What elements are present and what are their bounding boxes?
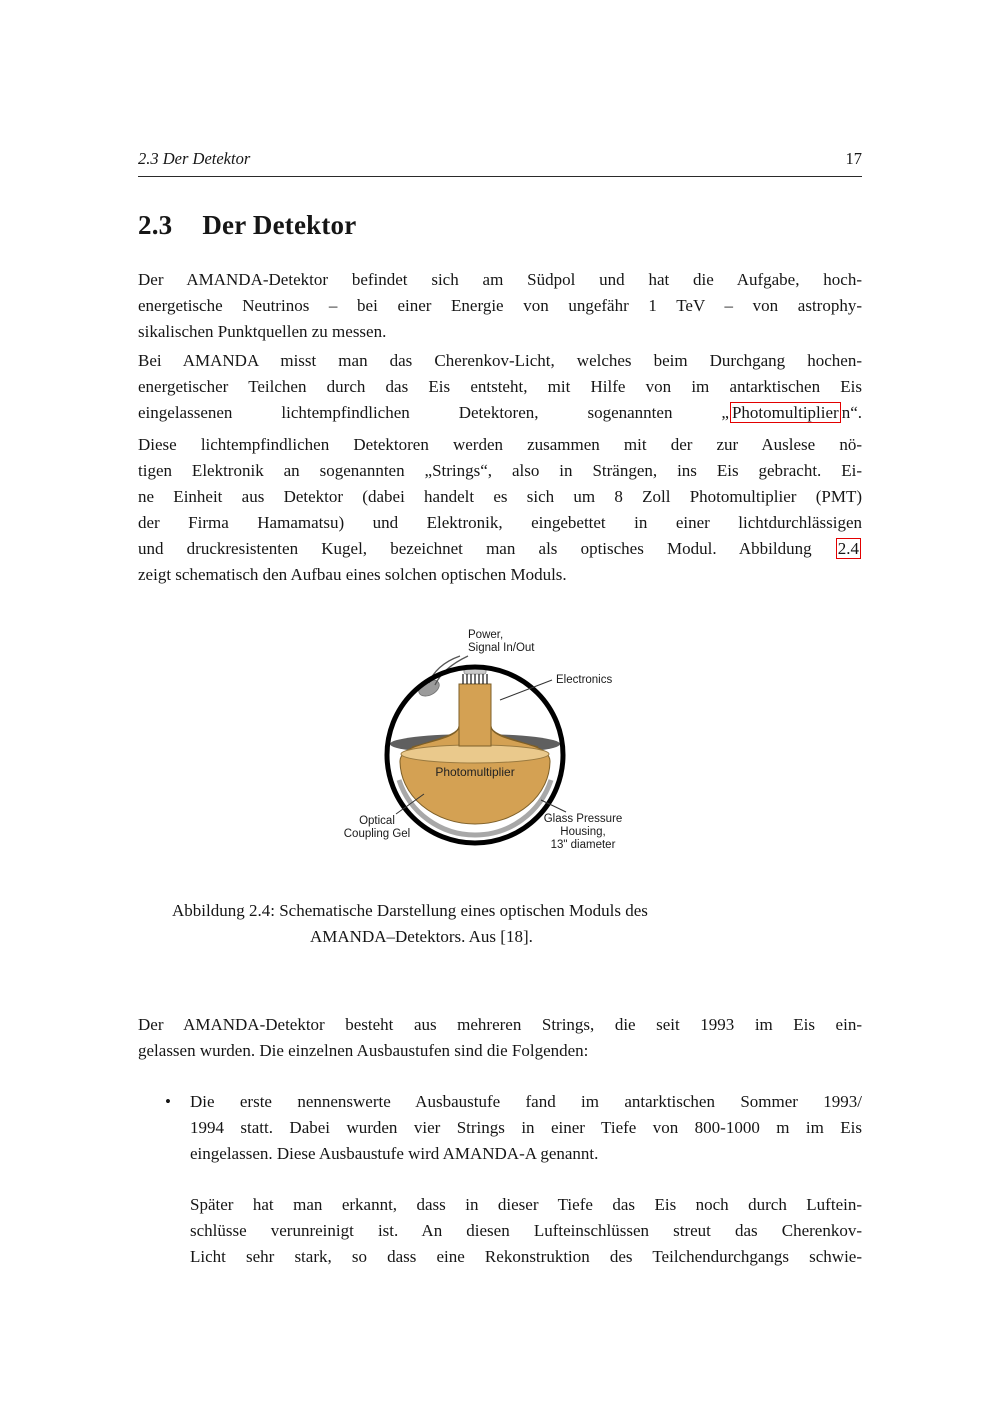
text-line: zeigt schematisch den Aufbau eines solchen optischen Moduls.: [138, 565, 567, 584]
page-header: [138, 149, 862, 169]
label-housing-line3: 13" diameter: [550, 839, 616, 851]
link-photomultiplier[interactable]: Photomultiplier: [731, 403, 839, 422]
pmt-equator: [401, 745, 549, 763]
pmt-neck: [459, 684, 491, 746]
optical-module-figure: [138, 628, 862, 863]
paragraph-2: [138, 348, 862, 426]
bullet-marker: •: [165, 1092, 171, 1111]
text-line: Diese lichtempfindlichen Detektoren werden zusammen mit der zur Auslese nö-: [138, 435, 862, 454]
label-power-line2: Signal In/Out: [468, 642, 535, 654]
label-housing-line1: Glass Pressure: [543, 813, 623, 825]
text-line: [138, 536, 862, 562]
caption-line-1: Abbildung 2.4: Schematische Darstellung eines optischen Moduls des: [172, 901, 648, 920]
caption-line-2: AMANDA–Detektors. Aus [18].: [310, 927, 533, 946]
page-number: 17: [845, 149, 862, 168]
text-segment: und druckresistenten Kugel, bezeichnet man als optisches Modul. Abbildung: [138, 539, 835, 558]
list-item: [138, 1089, 862, 1167]
header-rule: [138, 176, 862, 177]
text-segment: eingelassenen lichtempfindlichen Detektoren, sogenannten „: [138, 403, 729, 422]
label-photomultiplier: Photomultiplier: [435, 765, 515, 779]
label-power-line1: Power,: [468, 629, 504, 641]
section-number: 2.3: [138, 210, 173, 240]
paragraph-4: [138, 1012, 862, 1064]
list-item-continuation: [138, 1192, 862, 1270]
running-header: 2.3 Der Detektor: [138, 149, 251, 168]
paragraph-3: [138, 432, 862, 588]
text-line: ne Einheit aus Detektor (dabei handelt es sich um 8 Zoll Photomultiplier (PMT): [138, 487, 862, 506]
text-line: energetische Neutrinos – bei einer Energie von ungefähr 1 TeV – von astrophy-: [138, 296, 862, 315]
text-line: sikalischen Punktquellen zu messen.: [138, 322, 387, 341]
text-line: [138, 400, 862, 426]
text-line: der Firma Hamamatsu) und Elektronik, eingebettet in einer lichtdurchlässigen: [138, 513, 862, 532]
text-line: Die erste nennenswerte Ausbaustufe fand im antarktischen Sommer 1993/: [190, 1092, 862, 1111]
text-line: Licht sehr stark, so dass eine Rekonstruktion des Teilchendurchgangs schwie-: [190, 1247, 862, 1266]
label-electronics: Electronics: [556, 674, 613, 686]
section-heading: [138, 210, 356, 241]
label-gel-line1: Optical: [359, 815, 395, 827]
text-line: 1994 statt. Dabei wurden vier Strings in einer Tiefe von 800-1000 m im Eis: [190, 1118, 862, 1137]
paragraph-1: [138, 267, 862, 345]
section-title: Der Detektor: [202, 210, 357, 240]
text-line: tigen Elektronik an sogenannten „Strings“, also in Strängen, ins Eis gebracht. Ei-: [138, 461, 862, 480]
text-line: Später hat man erkannt, dass in dieser Tiefe das Eis noch durch Luftein-: [190, 1195, 862, 1214]
connector-pins: [463, 674, 487, 684]
text-line: Der AMANDA-Detektor besteht aus mehreren Strings, die seit 1993 im Eis ein-: [138, 1015, 862, 1034]
list-item-continuation-text: [190, 1192, 862, 1270]
label-housing-line2: Housing,: [560, 826, 606, 838]
text-line: energetischer Teilchen durch das Eis entsteht, mit Hilfe von im antarktischen Eis: [138, 377, 862, 396]
text-line: schlüsse verunreinigt ist. An diesen Lufteinschlüssen streut das Cherenkov-: [190, 1221, 862, 1240]
figure-caption: [172, 898, 852, 950]
text-line: Der AMANDA-Detektor befindet sich am Südpol und hat die Aufgabe, hoch-: [138, 270, 862, 289]
text-line: gelassen wurden. Die einzelnen Ausbaustufen sind die Folgenden:: [138, 1041, 589, 1060]
list-item-text: [190, 1089, 862, 1167]
text-line: eingelassen. Diese Ausbaustufe wird AMANDA-A genannt.: [190, 1144, 599, 1163]
link-figure-2-4[interactable]: 2.4: [837, 539, 859, 558]
optical-module-drawing: [138, 628, 862, 863]
text-segment: n“.: [841, 403, 862, 422]
label-gel-line2: Coupling Gel: [343, 828, 411, 840]
text-line: Bei AMANDA misst man das Cherenkov-Licht, welches beim Durchgang hochen-: [138, 351, 862, 370]
